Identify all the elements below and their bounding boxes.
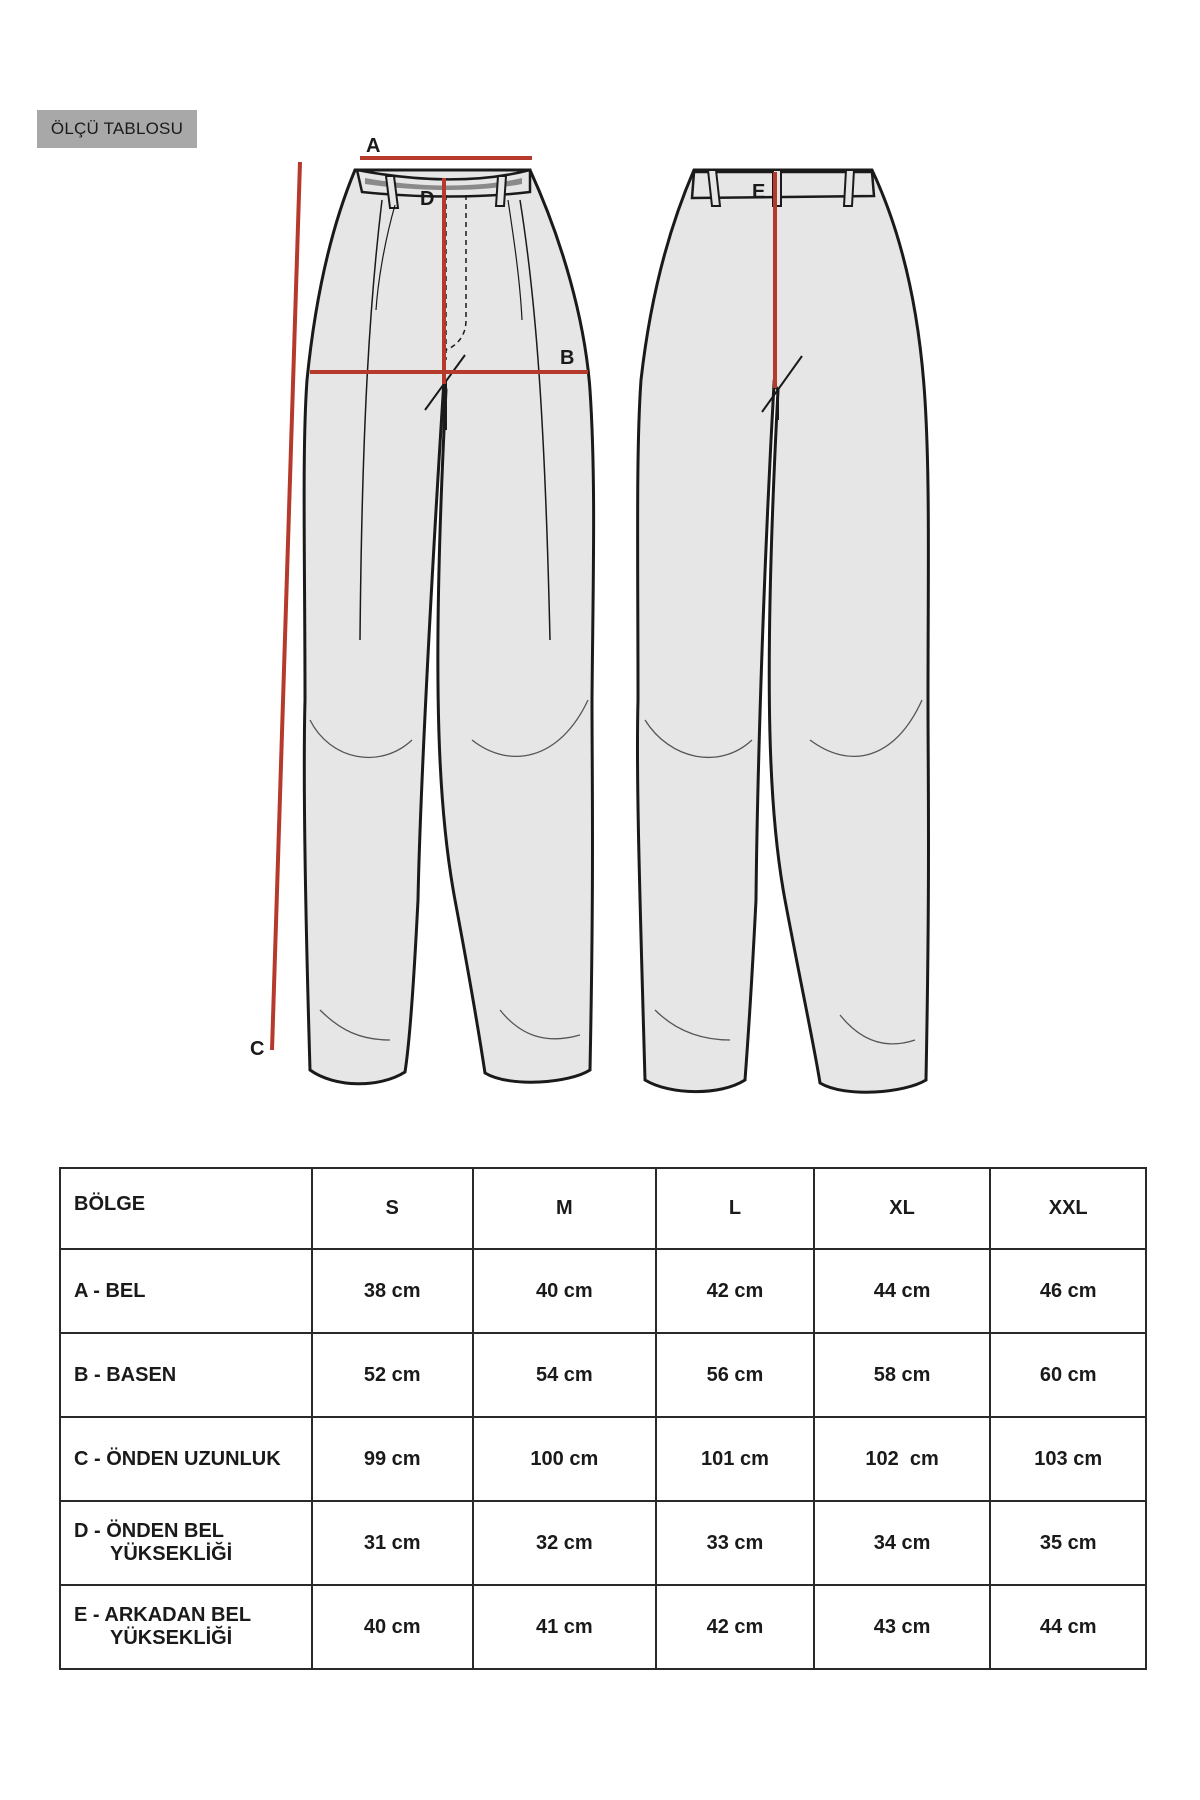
region-label-line2: YÜKSEKLİĞİ	[110, 1627, 233, 1649]
label-e: E	[752, 181, 766, 203]
table-row	[60, 1585, 1146, 1669]
label-b: B	[560, 347, 575, 369]
value-cell: 102 cm	[814, 1417, 991, 1501]
value-cell: 38 cm	[312, 1249, 473, 1333]
value-cell: 52 cm	[312, 1333, 473, 1417]
back-belt-loop-right	[844, 170, 854, 206]
value-cell: 100 cm	[473, 1417, 657, 1501]
table-row	[60, 1417, 1146, 1501]
value-cell: 40 cm	[473, 1249, 657, 1333]
value-cell: 54 cm	[473, 1333, 657, 1417]
header-size-xxl: XXL	[990, 1168, 1146, 1249]
table-header-row	[60, 1168, 1146, 1249]
table-row	[60, 1333, 1146, 1417]
value-cell: 41 cm	[473, 1585, 657, 1669]
front-belt-loop-right	[496, 176, 506, 206]
value-cell: 44 cm	[990, 1585, 1146, 1669]
value-cell: 99 cm	[312, 1417, 473, 1501]
value-cell: 40 cm	[312, 1585, 473, 1669]
region-label: C - ÖNDEN UZUNLUK	[74, 1447, 281, 1470]
table-row	[60, 1501, 1146, 1585]
header-region: BÖLGE	[60, 1168, 312, 1249]
back-trousers-illustration	[637, 170, 928, 1092]
region-cell-e	[60, 1585, 312, 1669]
header-size-xl: XL	[814, 1168, 991, 1249]
region-label: B - BASEN	[74, 1363, 177, 1386]
value-cell: 35 cm	[990, 1501, 1146, 1585]
back-trousers-body	[637, 170, 928, 1092]
value-cell: 42 cm	[656, 1585, 814, 1669]
value-cell: 101 cm	[656, 1417, 814, 1501]
label-c: C	[250, 1038, 265, 1060]
header-size-s: S	[312, 1168, 473, 1249]
value-cell: 44 cm	[814, 1249, 991, 1333]
value-cell: 56 cm	[656, 1333, 814, 1417]
label-a: A	[366, 135, 381, 157]
region-cell-b	[60, 1333, 312, 1417]
region-label: E - ARKADAN BEL	[74, 1604, 252, 1626]
label-d: D	[420, 188, 435, 210]
value-cell: 58 cm	[814, 1333, 991, 1417]
header-size-l: L	[656, 1168, 814, 1249]
region-cell-a	[60, 1249, 312, 1333]
region-cell-c	[60, 1417, 312, 1501]
value-cell: 33 cm	[656, 1501, 814, 1585]
value-cell: 43 cm	[814, 1585, 991, 1669]
value-cell: 32 cm	[473, 1501, 657, 1585]
front-trousers-illustration	[304, 170, 594, 1084]
region-label-line2: YÜKSEKLİĞİ	[110, 1543, 233, 1565]
region-label: D - ÖNDEN BEL	[74, 1520, 224, 1542]
size-chart-table	[59, 1167, 1147, 1670]
page-title: ÖLÇÜ TABLOSU	[37, 110, 197, 148]
region-cell-d	[60, 1501, 312, 1585]
region-label: A - BEL	[74, 1279, 146, 1302]
table-row	[60, 1249, 1146, 1333]
value-cell: 34 cm	[814, 1501, 991, 1585]
value-cell: 42 cm	[656, 1249, 814, 1333]
value-cell: 46 cm	[990, 1249, 1146, 1333]
value-cell: 103 cm	[990, 1417, 1146, 1501]
value-cell: 31 cm	[312, 1501, 473, 1585]
measure-line-c	[272, 162, 300, 1050]
header-size-m: M	[473, 1168, 657, 1249]
value-cell: 60 cm	[990, 1333, 1146, 1417]
